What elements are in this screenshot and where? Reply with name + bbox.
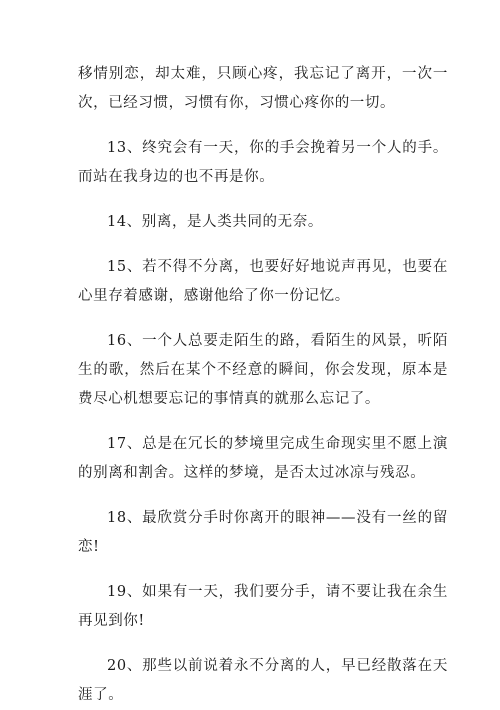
paragraph-14: 14、别离，是人类共同的无奈。 (107, 214, 323, 230)
paragraph-20: 20、那些以前说着永不分离的人，早已经散落在天涯了。 (78, 658, 448, 703)
paragraph-15: 15、若不得不分离，也要好好地说声再见，也要在心里存着感谢，感谢他给了你一份记忆。 (78, 259, 448, 304)
paragraph-17: 17、总是在冗长的梦境里完成生命现实里不愿上演的别离和割舍。这样的梦境，是否太过冰凉与残忍。 (78, 436, 448, 481)
paragraph-continuation: 移情别恋，却太难，只顾心疼，我忘记了离开，一次一次，已经习惯，习惯有你，习惯心疼你的一切。 (78, 66, 448, 111)
paragraph-18: 18、最欣赏分手时你离开的眼神——没有一丝的留恋! (78, 510, 448, 555)
paragraph-13: 13、终究会有一天，你的手会挽着另一个人的手。而站在我身边的也不再是你。 (78, 140, 448, 185)
paragraph-16: 16、一个人总要走陌生的路，看陌生的风景，听陌生的歌，然后在某个不经意的瞬间，你会发现，原本是费尽心机想要忘记的事情真的就那么忘记了。 (78, 333, 448, 407)
paragraph-19: 19、如果有一天，我们要分手，请不要让我在余生再见到你! (78, 584, 448, 629)
